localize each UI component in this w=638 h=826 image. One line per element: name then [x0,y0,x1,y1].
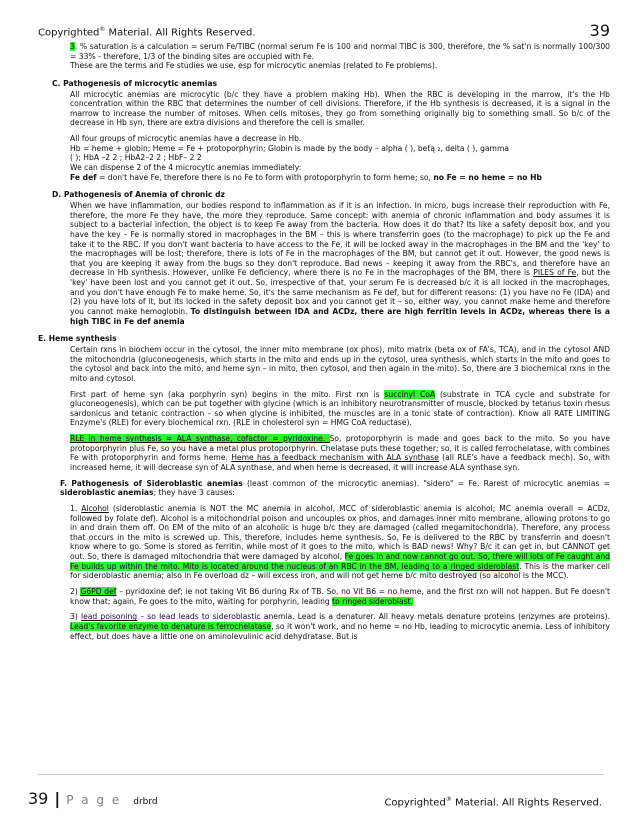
succinyl-coa-highlight: succinyl CoA [384,389,436,399]
cause-2-paragraph [38,587,610,606]
section-e-paragraph-1: Certain rxns in biochem occur in the cytosol, the inner mito membrane (ox phos), mito matrix (beta ox of FA's, TCA), and in the cytosol AND the mitochondria (gluconeogenesis, which starts in the mito and ends up in the cytosol, urea synthesis, which starts in the mito and goes to the cytosol and back into the mito, and heme syn – in mito, then cytosol, and then again in the mito). So, there are 3 biochemical rxns in the mito and cytosol. [70,344,610,383]
footer-copyright-text: Copyrighted [384,797,446,809]
ringed-sideroblast-highlight: ringed sideroblast [450,561,520,571]
cause-3-text-a: – so lead leads to sideroblastic anemia. Lead is a denaturer. All heavy metals denature proteins (enzymes are proteins). [137,612,610,622]
cause-1-text-a: (sideroblastic anemia is NOT the MC anemia in alcohol, MCC of sideroblastic anemia is alcohol; MC anemia overall = ACDz, followed by folate def). Alcohol is a mitochondrial poison and uncouples ox phos, and damages inner mito membrane, allowing protons to go in and drain them off. On EM of the mito of an alcoholic is huge b/c they are damaged (called megamitochondria). Therefore, any process that occurs in the mito is screwed up. This, therefore, includes heme synthesis. So, Fe is delivered to the RBC by transferrin and doesn't know where to go. Some is stored as ferritin, while most of it goes to the mito, which is BAD news! Why? B/c it can get in, but CANNOT get out. So, there is damaged mitochondria that were damaged by alcohol, [70,503,610,562]
page-footer [0,774,638,814]
section-c-paragraph-1: All microcytic anemias are microcytic (b/c they have a problem making Hb). When the RBC is developing in the marrow, it's the Hb concentration within the RBC that determines the number of cell divisions. Therefore, if the Hb synthesis is decreased, it is a signal in the marrow to increase the number of mitoses. When cells mitoses, they go from something originally big to something small. So b/c of the decrease in Hb syn, there are extra divisions and therefore the cell is smaller. [70,89,610,128]
section-e-p3-text-a: So, protoporphyrin is made and goes back to the mito. So you have protoporphyrin plus Fe, so you have a metal plus protoporphyrin. Chelatase puts these together; so, it is called ferrochelatase, with combines Fe with protoporphyrin and forms heme. [70,434,610,463]
fe-def-term: Fe def [70,172,97,182]
section-c-line-4: We can dispense 2 of the 4 microcytic anemias immediately: [70,163,302,173]
section-c-line-2: Hb = heme + globin; Heme = Fe + protoporphyrin; Globin is made by the body – alpha ( ), betą ₂, delta ( ), gamma [70,143,510,153]
footer-rule [38,774,604,775]
section-e-paragraph-3 [38,434,610,473]
section-d-heading: D. Pathogenesis of Anemia of chronic dz [52,190,225,200]
section-e-p3-text-b: (all RLE's have a feedback mech). So, with increased heme, it will decrease syn of ALA synthase, and when heme is decreased, it will increase ALA synthase syn. [70,453,610,472]
section-c-line-3: ( ); HbA –2 2 ; HbA2–2 2 ; HbF– 2 2 [70,153,202,163]
cause-3-paragraph [38,612,610,641]
header-copyright-text: Copyrighted [38,27,100,39]
section-c-line-5 [38,173,610,183]
section-f-heading-bold-2: sideroblastic anemias [60,488,154,498]
cause-1-paragraph [38,504,610,581]
fe-def-conclusion: no Fe = no heme = no Hb [433,172,542,182]
section-d-paragraph-1 [38,201,610,326]
cause-2-highlight: to ringed sideroblast. [332,596,414,606]
registered-mark: ® [99,26,106,33]
footer-copyright-rest: Material. All Rights Reserved. [451,797,602,809]
section-e-p2-text-a: First part of heme syn (aka porphyrin syn) begins in the mito. First rxn is [70,389,385,399]
cause-1-text-b: . This is the marker cell for sideroblastic anemia; also in Fe overload dz – will excess iron, and will not get heme b/c mito destroyed (so alcohol is the MCC). [70,561,610,581]
section-c-line-1: All four groups of microcytic anemias have a decrease in Hb. [70,134,302,144]
cause-2-term: G6PD def [80,587,117,597]
cause-1-term: Alcohol [81,503,109,513]
footer-separator: | [54,789,61,808]
header-copyright-rest: Material. All Rights Reserved. [105,27,256,39]
section-e-heading: E. Heme synthesis [38,334,117,344]
distinguish-statement: To distinguish between IDA and ACDz, there are high ferritin levels in ACDz, whereas there is a high TIBC in Fe def anemia [70,307,610,326]
section-f-heading-text: (least common of the microcytic anemias). "sidero" = Fe. Rarest of microcytic anemias = [242,478,610,488]
section-f-heading [38,479,610,498]
header-copyright [38,26,256,38]
section-d-text-a: When we have inflammation, our bodies respond to inflammation as if it is an infection. In micro, bugs increase their reproduction with Fe, therefore, the more Fe they have, the more they reproduce. Same concept: with anemia of chronic inflammation and body assumes it is subject to a bacterial infection, the object is to keep Fe away from the bacteria. How does it do that? Its like a safety deposit box, and you have the key – Fe is normally stored in macrophages in the BM – this is where transferrin goes (to the macrophage) to pick up the Fe and take it to the RBC. If you don't want bacteria to have access to the Fe, it will be locked away in the macrophages in the BM and the 'key' to the macrophages will be lost; therefore, there is lots of Fe in the macrophages of the BM, but cannot get it out. However, the good news is that you are keeping it away from the bugs so they don't reproduce. Bad news – keeping it away from the RBC's, and therefore have an decrease in Hb synthesis. However, unlike Fe deficiency, where there is no Fe in the macrophages of the BM, there is [70,200,610,278]
cause-3-text-b: , so it won't work, and no heme = no Hb, leading to microcytic anemia. Less of inhibitory effect, but does have a little one on aminolevulinic acid dehydratase. But is [70,621,610,641]
footer-registered-mark: ® [445,796,452,803]
item-3-number: 3 [70,42,75,51]
footer-page-word: P a g e [66,793,122,807]
cause-2-number: 2) [70,587,81,597]
item-3-text: . % saturation is a calculation = serum Fe/TIBC (normal serum Fe is 100 and normal TIBC is 300, therefore, the % sat'n is normally 100/300 = 33% - therefore, 1/3 of the binding sites are occupied with Fe. [70,42,610,61]
footer-author: drbrd [133,797,158,807]
item-3-line2: These are the terms and Fe studies we use, esp for microcytic anemias (related to Fe problems). [70,61,438,71]
cause-3-number: 3) [70,612,81,622]
cause-3-term: lead poisoning [80,612,138,622]
cause-3-highlight: Lead's favorite enzyme to denature is ferrochelatase [70,621,272,631]
heme-feedback-underline: Heme has a feedback mechanism with ALA synthase [231,453,439,463]
section-d-text-b: , but the 'key' have been lost and you cannot get it out. So, irrespective of that, your serum Fe is decreased b/c it is all locked in the macrophages, and you don't have enough Fe to make heme. So, it's the same mechanism as Fe def, but for different reasons: (1) you have no Fe (IDA) and (2) you have lots of it, but its locked in the safety deposit box and you cannot get it – so, either way, you cannot make heme and therefore you cannot make hemoglobin. [70,268,610,317]
piles-of-fe: PILES of Fe [533,268,577,278]
section-f-heading-bold: F. Pathogenesis of Sideroblastic anemias [60,478,243,488]
section-e-paragraph-2 [38,390,610,429]
footer-page-label [28,789,158,808]
cause-2-text: – pyridoxine def; ie not taking Vit B6 during Rx of TB. So, no Vit B6 = no heme, and the first rxn will not happen. But Fe doesn't know that; again, Fe goes to the mito, waiting for porphyrin, leading [70,587,610,606]
footer-copyright [384,796,602,808]
section-c-heading: C. Pathogenesis of microcytic anemias [52,78,218,88]
section-f-heading-end: ; they have 3 causes: [153,488,235,498]
fe-def-text: = don't have Fe, therefore there is no Fe to form with protoporphyrin to form heme; so, [96,172,434,182]
cause-1-number: 1. [70,503,82,513]
item-3-paragraph [38,42,610,61]
section-e-p2-text-b: (substrate in TCA cycle and substrate for gluconeogenesis), which can be put together with glycine (which is an inhibitory neurotransmitter of muscle, blocked by tetanus toxin rhesus sardonicus and tetanic contraction – so when glycine is inhibited, the muscles are in a tonic state of contraction). Know all RATE LIMITING Enzyme's (RLE) for every biochemical rxn. (RLE in cholesterol syn = HMG CoA reductase). [70,389,610,428]
footer-page-number: 39 [28,789,49,808]
cause-1-highlight: Fe goes in and now cannot go out. So, there will lots of Fe caught and Fe builds up within the mito. Mito is located around the nucleus of an RBC in the BM, leading to a [70,552,610,571]
page-body [38,42,610,647]
rle-heme-highlight: RLE in heme synthesis = ALA synthase, cofactor = pyridoxine. [70,434,330,444]
header-page-number: 39 [589,21,610,40]
